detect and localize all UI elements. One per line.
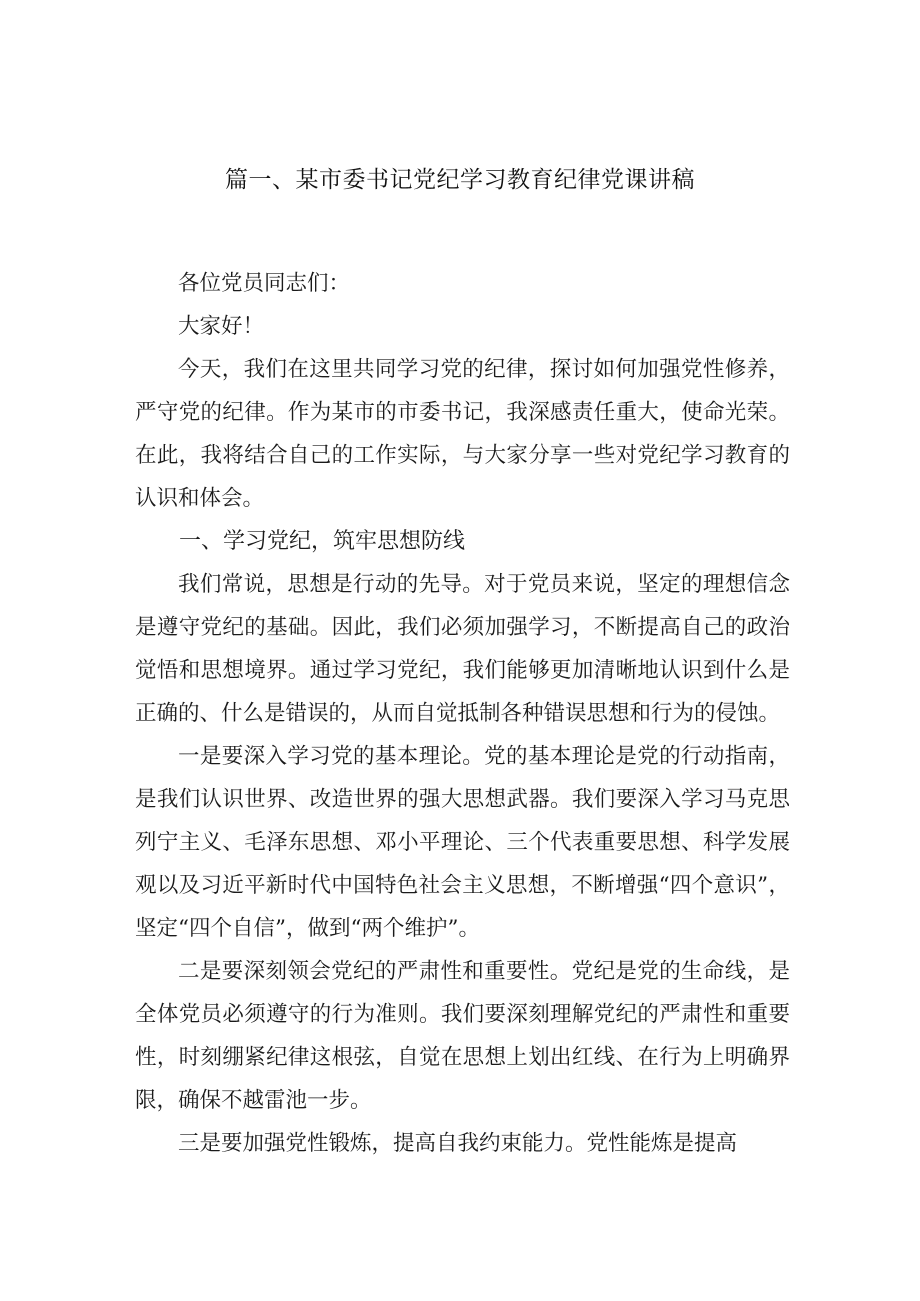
paragraph: 我们常说，思想是行动的先导。对于党员来说，坚定的理想信念是遵守党纪的基础。因此，我们必须加强学习，不断提高自己的政治觉悟和思想境界。通过学习党纪，我们能够更加清晰地认识到什么是正确的、什么是错误的，从而自觉抵制各种错误思想和行为的侵蚀。 <box>135 572 790 726</box>
salutation: 各位党员同志们： <box>178 271 351 296</box>
intro-paragraph: 今天，我们在这里共同学习党的纪律，探讨如何加强党性修养，严守党的纪律。作为某市的市委书记，我深感责任重大，使命光荣。在此，我将结合自己的工作实际，与大家分享一些对党纪学习教育的认识和体会。 <box>135 357 790 511</box>
paragraph: 一是要深入学习党的基本理论。党的基本理论是党的行动指南，是我们认识世界、改造世界的强大思想武器。我们要深入学习马克思列宁主义、毛泽东思想、邓小平理论、三个代表重要思想、科学发展观以及习近平新时代中国特色社会主义思想，不断增强“四个意识”，坚定“四个自信”，做到“两个维护”。 <box>135 744 790 941</box>
document-body <box>135 262 790 1165</box>
greeting: 大家好！ <box>178 314 265 339</box>
paragraph: 三是要加强党性锻炼，提高自我约束能力。党性能炼是提高 <box>178 1131 738 1156</box>
paragraph: 二是要深刻领会党纪的严肃性和重要性。党纪是党的生命线，是全体党员必须遵守的行为准则。我们要深刻理解党纪的严肃性和重要性，时刻绷紧纪律这根弦，自觉在思想上划出红线、在行为上明确界限，确保不越雷池一步。 <box>135 959 790 1113</box>
document-title: 篇一、某市委书记党纪学习教育纪律党课讲稿 <box>225 167 695 193</box>
section-heading-1: 一、学习党纪，筑牢思想防线 <box>179 529 466 554</box>
